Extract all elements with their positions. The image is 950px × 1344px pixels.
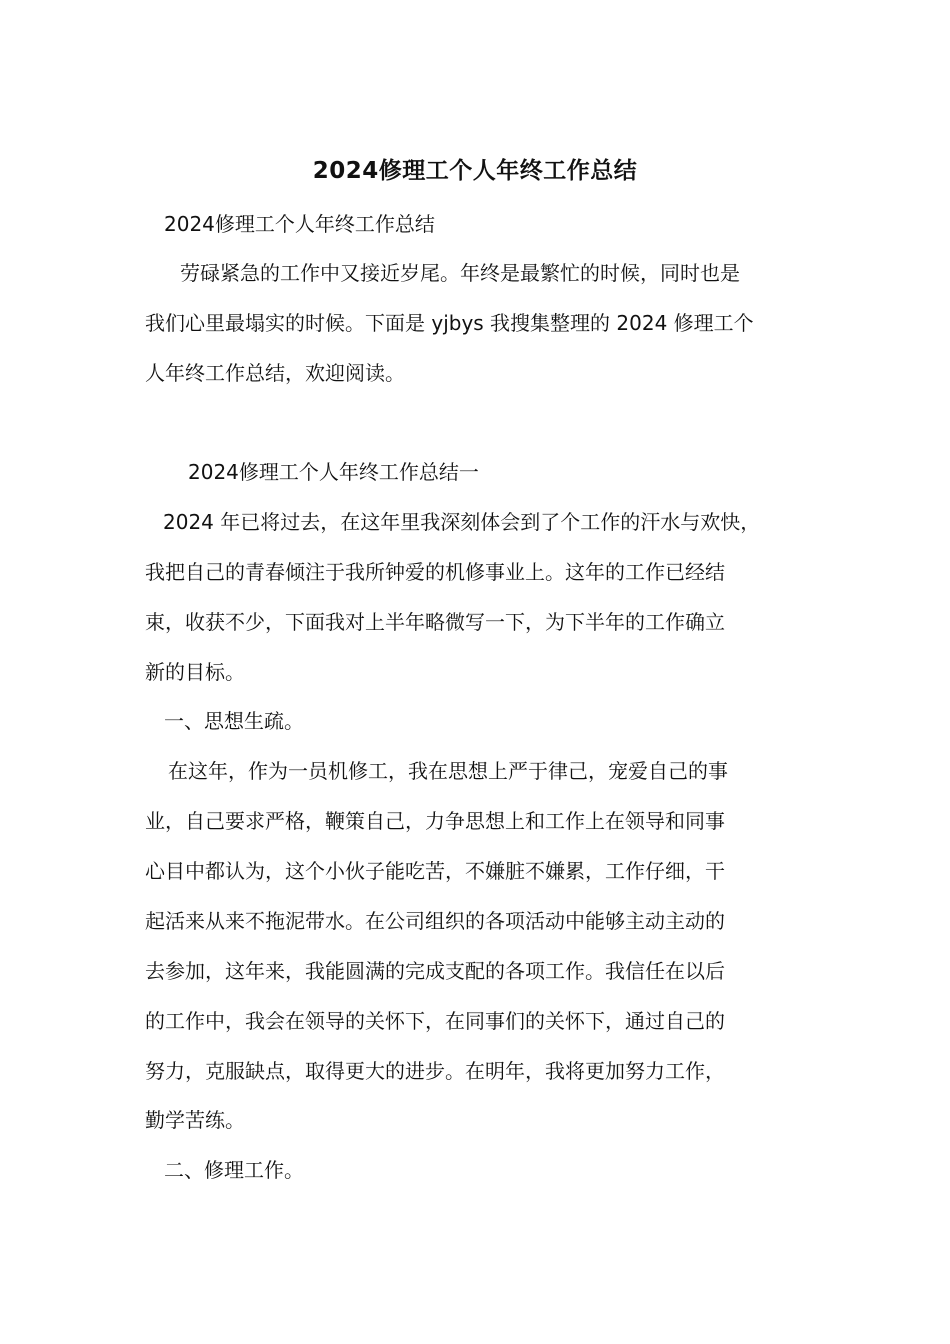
intro-line: 人年终工作总结，欢迎阅读。 (145, 361, 405, 385)
paragraph-line: 勤学苦练。 (145, 1108, 245, 1132)
paragraph-line: 2024 年已将过去，在这年里我深刻体会到了个工作的汗水与欢快， (163, 510, 761, 534)
paragraph-line: 新的目标。 (145, 660, 245, 684)
section-title: 2024修理工个人年终工作总结一 (188, 460, 479, 484)
paragraph-line: 心目中都认为，这个小伙子能吃苦，不嫌脏不嫌累，工作仔细，干 (145, 859, 725, 883)
paragraph-line: 业，自己要求严格，鞭策自己，力争思想上和工作上在领导和同事 (145, 809, 725, 833)
document-subtitle: 2024修理工个人年终工作总结 (164, 212, 435, 236)
intro-line: 我们心里最塌实的时候。下面是 yjbys 我搜集整理的 2024 修理工个 (145, 311, 754, 335)
section-heading: 一、思想生疏。 (164, 709, 304, 733)
paragraph-line: 我把自己的青春倾注于我所钟爱的机修事业上。这年的工作已经结 (145, 560, 725, 584)
paragraph-line: 在这年，作为一员机修工，我在思想上严于律己，宠爱自己的事 (168, 759, 728, 783)
intro-line: 劳碌紧急的工作中又接近岁尾。年终是最繁忙的时候，同时也是 (180, 261, 740, 285)
paragraph-line: 束，收获不少，下面我对上半年略微写一下，为下半年的工作确立 (145, 610, 725, 634)
paragraph-line: 去参加，这年来，我能圆满的完成支配的各项工作。我信任在以后 (145, 959, 725, 983)
paragraph-line: 的工作中，我会在领导的关怀下，在同事们的关怀下，通过自己的 (145, 1009, 725, 1033)
paragraph-line: 努力，克服缺点，取得更大的进步。在明年，我将更加努力工作， (145, 1059, 725, 1083)
paragraph-line: 起活来从来不拖泥带水。在公司组织的各项活动中能够主动主动的 (145, 909, 725, 933)
document-title: 2024修理工个人年终工作总结 (312, 158, 638, 184)
section-heading: 二、修理工作。 (164, 1158, 304, 1182)
